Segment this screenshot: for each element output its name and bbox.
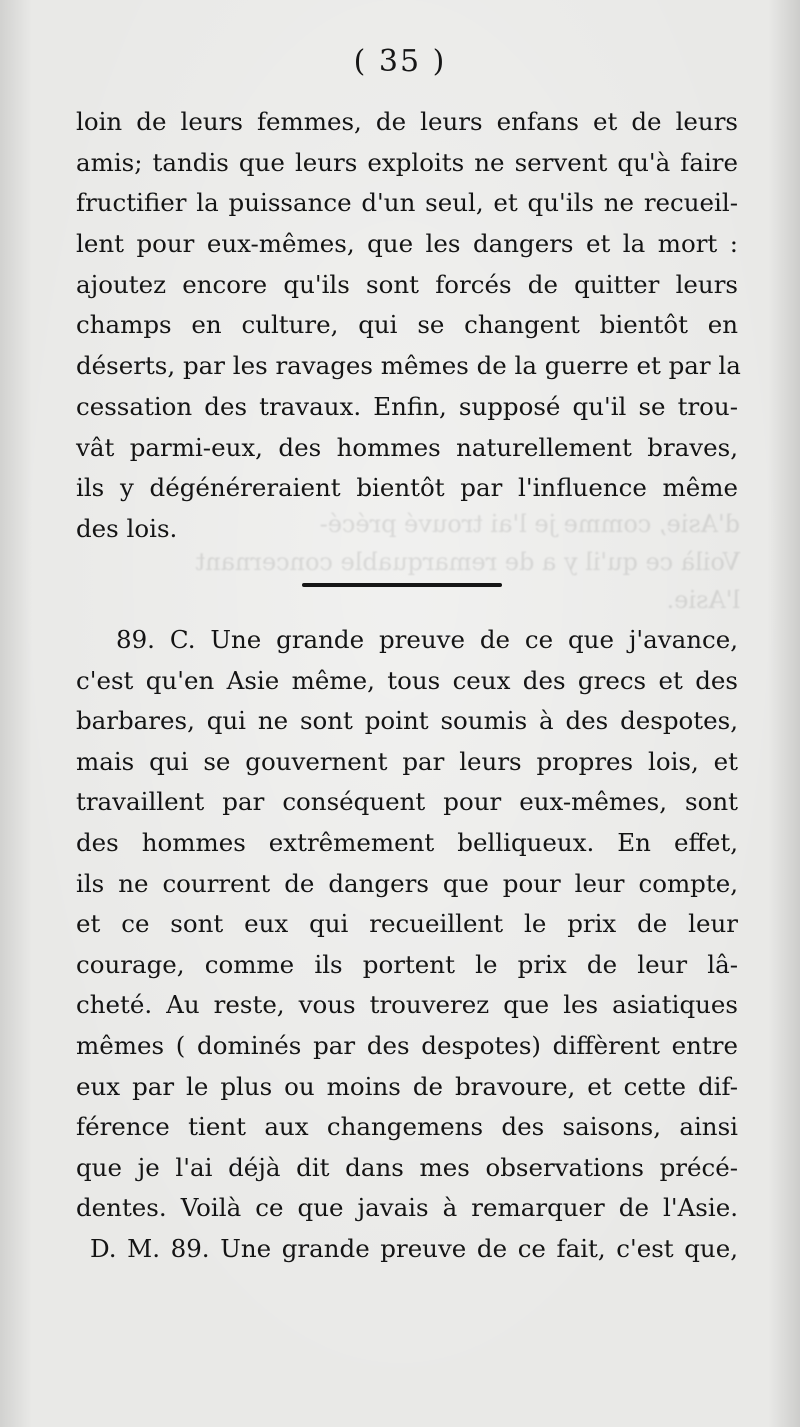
text-line: férence tient aux changemens des saisons, ainsi	[76, 1112, 738, 1142]
text-line: fructifier la puissance d'un seul, et qu'ils ne recueil-	[76, 188, 738, 218]
text-line: amis; tandis que leurs exploits ne servent qu'à faire	[76, 147, 738, 177]
text-line: des hommes extrêmement belliqueux. En effet,	[76, 827, 738, 857]
text-line: des lois.	[76, 513, 178, 543]
text-line: déserts, par les ravages mêmes de la guerre et par la	[76, 351, 741, 381]
text-line: cheté. Au reste, vous trouverez que les asiatiques	[76, 990, 738, 1020]
text-line: et ce sont eux qui recueillent le prix de leur	[76, 909, 738, 939]
text-line: ils y dégénéreraient bientôt par l'influence même	[76, 473, 738, 503]
text-line: mêmes ( dominés par des despotes) diffèrent entre	[76, 1030, 738, 1060]
page-number: ( 35 )	[353, 44, 447, 79]
section-divider	[302, 583, 502, 587]
text-line: cessation des travaux. Enfin, supposé qu'il se trou-	[76, 391, 738, 421]
text-line: courage, comme ils portent le prix de leur lâ-	[76, 949, 738, 979]
text-line: lent pour eux-mêmes, que les dangers et la mort :	[76, 229, 738, 259]
text-line: vât parmi-eux, des hommes naturellement braves,	[76, 432, 738, 462]
text-line: ils ne courrent de dangers que pour leur compte,	[76, 868, 738, 898]
bleed-through-text: d'Asie, comme je l'ai trouvé précé- Voilà ce qu'il y a de remarquable concernant l'Asie.	[195, 510, 740, 614]
paragraph-continued	[76, 102, 741, 550]
text-line: travaillent par conséquent pour eux-mêmes, sont	[76, 787, 738, 817]
text-line: mais qui se gouvernent par leurs propres lois, et	[76, 746, 738, 776]
paragraph-section-89	[76, 620, 738, 1270]
text-line: champs en culture, qui se changent bientôt en	[76, 310, 738, 340]
text-line: dentes. Voilà ce que javais à remarquer de l'Asie.	[76, 1193, 738, 1223]
text-line: barbares, qui ne sont point soumis à des despotes,	[76, 706, 738, 736]
text-line: loin de leurs femmes, de leurs enfans et de leurs	[76, 107, 738, 136]
paper-mark	[178, 1408, 238, 1418]
text-line: D. M. 89. Une grande preuve de ce fait, c'est que,	[90, 1233, 738, 1263]
text-line: 89. C. Une grande preuve de ce que j'avance,	[116, 625, 738, 654]
text-line: c'est qu'en Asie même, tous ceux des grecs et des	[76, 665, 738, 695]
text-line: ajoutez encore qu'ils sont forcés de quitter leurs	[76, 269, 738, 299]
text-line: que je l'ai déjà dit dans mes observations précé-	[76, 1152, 738, 1182]
text-line: eux par le plus ou moins de bravoure, et cette dif-	[76, 1071, 738, 1101]
